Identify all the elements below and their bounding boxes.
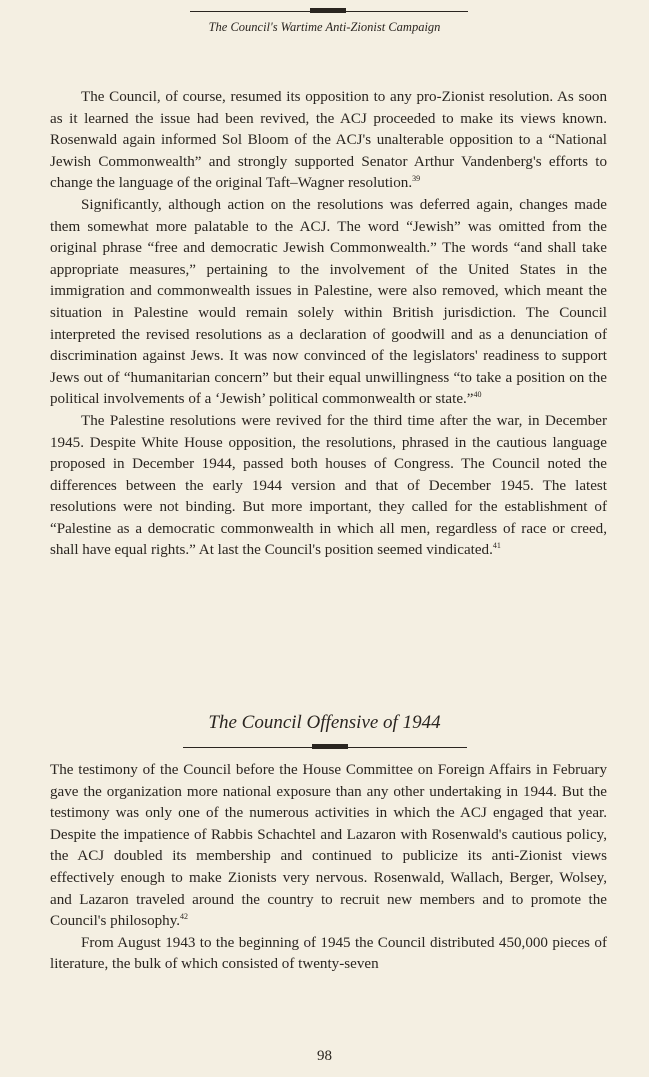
paragraph: The testimony of the Council before the House Committee on Foreign Affairs in February gave the organization more national exposure than any other undertaking in 1944. But the testimony was only one of the numerous activities in which the ACJ engaged that year. Despite the impatience of Rabbis Schachtel and Lazaron with Rosenwald's cautious policy, the ACJ doubled its membership and continued to publicize its anti-Zionist views effectively enough to make Zionists very nervous. Rosenwald, Wallach, Berger, Wolsey, and Lazaron traveled around the country to recruit new members and to promote the Council's philosophy.$^{42}$ [50,762,607,930]
body-text-top [50,87,607,562]
section-heading: The Council Offensive of 1944 [208,712,441,733]
paragraph: The Council, of course, resumed its opposition to any pro-Zionist resolution. As soon as it learned the issue had been revived, the ACJ proceeded to make its views known. Rosenwald again informed Sol Bloom of the ACJ's unalterable opposition to a “National Jewish Commonwealth” and strongly supported Senator Arthur Vandenberg's efforts to change the language of the original Taft–Wagner resolution.$^{39}$ [50,89,607,192]
page-number: 98 [317,1048,332,1064]
paragraph: Significantly, although action on the resolutions was deferred again, changes made them somewhat more palatable to the ACJ. The word “Jewish” was omitted from the original phrase “free and democratic Jewish Commonwealth.” The words “and shall take appropriate measures,” pertaining to the involvement of the United States in the immigration and commonwealth issues in Palestine, were also removed, which meant the situation in Palestine would remain solely within British jurisdiction. The Council interpreted the revised resolutions as a declaration of goodwill and as a denunciation of discrimination against Jews. It was now convinced of the legislators' readiness to support Jews out of “humanitarian concern” but their equal unwillingness “to take a position on the political involvements of a ‘Jewish’ political commonwealth or state.”$^{40}$ [50,196,607,408]
footnote-ref: 42 [180,912,189,922]
footnote-ref: 41 [492,541,501,551]
header-rule-ornament [310,8,346,13]
footnote-ref: 39 [412,174,421,184]
paragraph: The Palestine resolutions were revived for the third time after the war, in December 1945. Despite White House opposition, the resolutions, phrased in the cautious language proposed in December 1944, passed both houses of Congress. The Council noted the differences between the early 1944 version and that of December 1945. The latest resolutions were not binding. But more important, they called for the establishment of “Palestine as a democratic commonwealth in which all men, regardless of race or creed, shall have equal rights.” At last the Council's position seemed vindicated.$^{41}$ [50,412,607,559]
footnote-ref: 40 [473,390,482,400]
body-text-bottom [50,760,607,976]
section-rule-ornament [312,744,348,749]
paragraph: From August 1943 to the beginning of 1945 the Council distributed 450,000 pieces of literature, the bulk of which consisted of twenty-seven [50,934,607,973]
running-head: The Council's Wartime Anti-Zionist Campaign [208,20,441,34]
